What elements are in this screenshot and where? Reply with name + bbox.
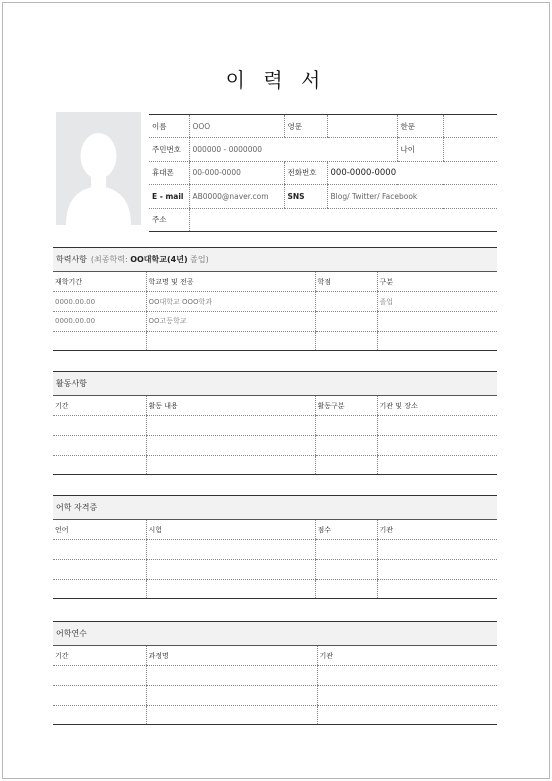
table-cell[interactable] xyxy=(315,435,377,455)
column-header: 기관 및 장소 xyxy=(377,396,497,416)
table-cell[interactable] xyxy=(317,685,497,705)
phone-label: 전화번호 xyxy=(284,161,327,184)
column-header: 구분 xyxy=(377,272,497,292)
table-cell[interactable] xyxy=(315,292,377,312)
education-header-row xyxy=(53,272,497,292)
table-cell[interactable] xyxy=(315,416,377,436)
table-row xyxy=(53,666,497,686)
info-row-name xyxy=(149,115,497,138)
language-section xyxy=(53,495,497,599)
table-cell[interactable] xyxy=(377,416,497,436)
resident-number-field[interactable]: 000000 - 0000000 xyxy=(189,138,397,161)
final-education-prefix: (최종학력: xyxy=(90,255,128,264)
age-label: 나이 xyxy=(397,138,443,161)
english-name-field[interactable] xyxy=(327,115,397,138)
email-field[interactable]: AB0000@naver.com xyxy=(189,185,284,208)
column-header: 기관 xyxy=(317,646,497,666)
table-cell[interactable] xyxy=(146,666,317,686)
training-section xyxy=(53,621,497,725)
table-cell[interactable]: OO대학교 OOO학과 xyxy=(146,292,315,312)
table-cell[interactable]: OO고등학교 xyxy=(146,311,315,331)
name-field[interactable]: OOO xyxy=(189,115,284,138)
table-cell[interactable] xyxy=(53,666,146,686)
person-silhouette-icon xyxy=(56,112,141,225)
table-cell[interactable] xyxy=(146,685,317,705)
table-cell[interactable] xyxy=(315,331,377,351)
info-row-address xyxy=(149,208,497,231)
table-cell[interactable] xyxy=(315,559,377,579)
table-cell[interactable] xyxy=(377,455,497,475)
education-heading: 학력사항 xyxy=(56,255,87,264)
table-cell[interactable] xyxy=(317,705,497,725)
table-cell[interactable] xyxy=(377,559,497,579)
column-header: 과정명 xyxy=(146,646,317,666)
training-heading: 어학연수 xyxy=(56,629,87,638)
profile-photo-placeholder xyxy=(56,112,141,225)
activities-header xyxy=(53,371,497,396)
sns-field[interactable]: Blog/ Twitter/ Facebook xyxy=(327,185,497,208)
table-cell[interactable] xyxy=(315,311,377,331)
column-header: 기관 xyxy=(377,520,497,540)
document-title: 이 력 서 xyxy=(225,68,327,92)
table-cell[interactable] xyxy=(377,331,497,351)
table-cell[interactable] xyxy=(377,435,497,455)
table-cell[interactable] xyxy=(53,540,146,560)
table-cell[interactable] xyxy=(53,705,146,725)
table-cell[interactable] xyxy=(146,331,315,351)
activities-section xyxy=(53,371,497,475)
table-row xyxy=(53,685,497,705)
table-cell[interactable]: 0000.00.00 xyxy=(53,311,146,331)
final-education-note xyxy=(91,254,209,265)
table-cell[interactable] xyxy=(146,559,315,579)
address-label: 주소 xyxy=(149,208,189,231)
column-header: 활동구분 xyxy=(315,396,377,416)
personal-info-table xyxy=(149,114,497,232)
table-cell[interactable] xyxy=(146,416,315,436)
mobile-label: 휴대폰 xyxy=(149,161,189,184)
column-header: 언어 xyxy=(53,520,146,540)
address-field[interactable] xyxy=(189,208,497,231)
table-cell[interactable]: 졸업 xyxy=(377,292,497,312)
column-header: 학점 xyxy=(315,272,377,292)
table-cell[interactable] xyxy=(53,579,146,599)
table-cell[interactable] xyxy=(53,559,146,579)
language-heading: 어학 자격증 xyxy=(56,503,98,512)
email-label: E - mail xyxy=(149,185,189,208)
language-header xyxy=(53,495,497,520)
table-row xyxy=(53,292,497,312)
education-section xyxy=(53,247,497,351)
table-row xyxy=(53,559,497,579)
table-cell[interactable] xyxy=(53,685,146,705)
table-cell[interactable] xyxy=(146,705,317,725)
training-header xyxy=(53,621,497,646)
column-header: 재학기간 xyxy=(53,272,146,292)
hanja-name-label: 한문 xyxy=(397,115,443,138)
table-cell[interactable] xyxy=(53,455,146,475)
table-cell[interactable] xyxy=(377,579,497,599)
column-header: 시험 xyxy=(146,520,315,540)
activities-heading: 활동사항 xyxy=(56,379,87,388)
final-education-suffix: 졸업) xyxy=(190,255,209,264)
education-table xyxy=(53,272,497,351)
info-row-phone xyxy=(149,161,497,184)
activities-table xyxy=(53,396,497,475)
table-row xyxy=(53,416,497,436)
table-row xyxy=(53,455,497,475)
language-header-row xyxy=(53,520,497,540)
education-header xyxy=(53,247,497,272)
table-cell[interactable] xyxy=(146,540,315,560)
language-table xyxy=(53,520,497,599)
mobile-field[interactable]: 00-000-0000 xyxy=(189,161,284,184)
final-education-school: OO대학교(4년) xyxy=(130,255,188,264)
table-row xyxy=(53,331,497,351)
table-cell[interactable] xyxy=(146,579,315,599)
table-row xyxy=(53,435,497,455)
age-field[interactable] xyxy=(443,138,497,161)
table-row xyxy=(53,311,497,331)
table-cell[interactable] xyxy=(377,540,497,560)
info-row-resident xyxy=(149,138,497,161)
column-header: 기간 xyxy=(53,646,146,666)
table-cell[interactable] xyxy=(377,311,497,331)
column-header: 학교명 및 전공 xyxy=(146,272,315,292)
table-row xyxy=(53,540,497,560)
name-label: 이름 xyxy=(149,115,189,138)
table-cell[interactable] xyxy=(317,666,497,686)
table-cell[interactable] xyxy=(53,416,146,436)
info-row-email xyxy=(149,185,497,208)
resident-number-label: 주민번호 xyxy=(149,138,189,161)
table-cell[interactable] xyxy=(315,540,377,560)
table-cell[interactable] xyxy=(146,435,315,455)
training-table xyxy=(53,646,497,725)
english-name-label: 영문 xyxy=(284,115,327,138)
table-row xyxy=(53,579,497,599)
table-cell[interactable]: 0000.00.00 xyxy=(53,292,146,312)
table-row xyxy=(53,705,497,725)
training-header-row xyxy=(53,646,497,666)
sns-label: SNS xyxy=(284,185,327,208)
table-cell[interactable] xyxy=(53,435,146,455)
table-cell[interactable] xyxy=(53,331,146,351)
activities-header-row xyxy=(53,396,497,416)
hanja-name-field[interactable] xyxy=(443,115,497,138)
column-header: 기간 xyxy=(53,396,146,416)
table-cell[interactable] xyxy=(146,455,315,475)
table-cell[interactable] xyxy=(315,455,377,475)
phone-field[interactable]: 000-0000-0000 xyxy=(327,161,497,184)
column-header: 활동 내용 xyxy=(146,396,315,416)
column-header: 점수 xyxy=(315,520,377,540)
table-cell[interactable] xyxy=(315,579,377,599)
